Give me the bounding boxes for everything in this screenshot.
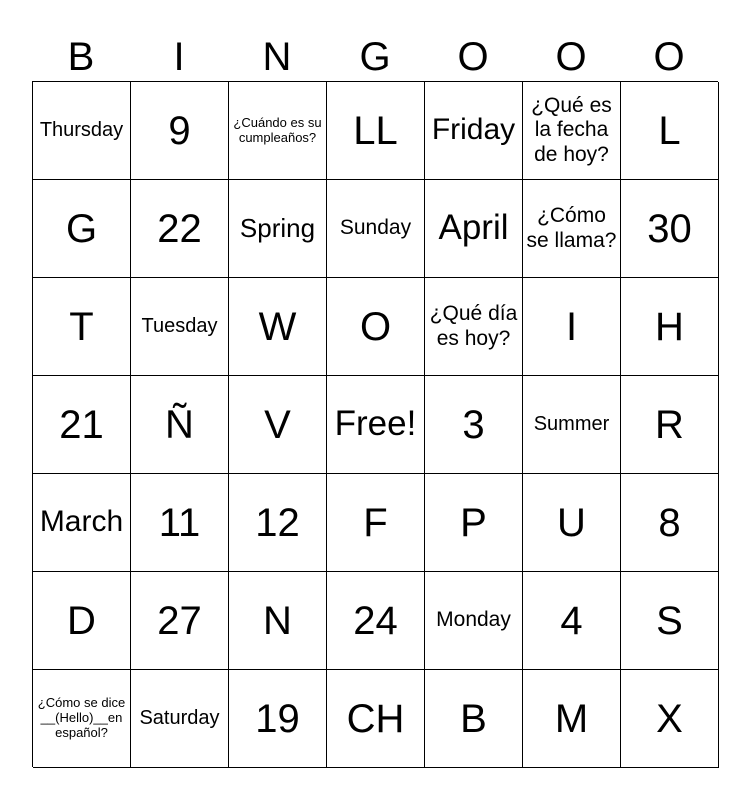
- bingo-cell[interactable]: F: [327, 474, 425, 572]
- bingo-cell[interactable]: L: [621, 82, 719, 180]
- bingo-cell[interactable]: Tuesday: [131, 278, 229, 376]
- bingo-cell[interactable]: 30: [621, 180, 719, 278]
- header-letter: O: [653, 35, 685, 79]
- bingo-cell[interactable]: 21: [33, 376, 131, 474]
- header-letter: I: [173, 35, 185, 79]
- bingo-cell[interactable]: 4: [523, 572, 621, 670]
- bingo-cell[interactable]: G: [33, 180, 131, 278]
- bingo-cell[interactable]: X: [621, 670, 719, 768]
- header-letter: O: [555, 35, 587, 79]
- bingo-cell[interactable]: Spring: [229, 180, 327, 278]
- bingo-cell[interactable]: P: [425, 474, 523, 572]
- bingo-cell[interactable]: S: [621, 572, 719, 670]
- bingo-cell[interactable]: V: [229, 376, 327, 474]
- bingo-cell[interactable]: M: [523, 670, 621, 768]
- bingo-cell[interactable]: U: [523, 474, 621, 572]
- header-letter: B: [67, 35, 95, 79]
- bingo-cell[interactable]: D: [33, 572, 131, 670]
- bingo-cell[interactable]: 11: [131, 474, 229, 572]
- bingo-cell[interactable]: ¿Cómo se dice __(Hello)__en español?: [33, 670, 131, 768]
- bingo-cell[interactable]: 3: [425, 376, 523, 474]
- bingo-cell[interactable]: B: [425, 670, 523, 768]
- header-letter: G: [359, 35, 391, 79]
- bingo-cell[interactable]: March: [33, 474, 131, 572]
- bingo-cell[interactable]: ¿Cómo se llama?: [523, 180, 621, 278]
- bingo-cell[interactable]: 19: [229, 670, 327, 768]
- bingo-cell[interactable]: LL: [327, 82, 425, 180]
- bingo-cell[interactable]: CH: [327, 670, 425, 768]
- header-letter: O: [457, 35, 489, 79]
- bingo-cell[interactable]: Sunday: [327, 180, 425, 278]
- bingo-cell[interactable]: H: [621, 278, 719, 376]
- bingo-cell[interactable]: April: [425, 180, 523, 278]
- bingo-cell[interactable]: 9: [131, 82, 229, 180]
- bingo-cell[interactable]: N: [229, 572, 327, 670]
- bingo-header: [32, 34, 718, 80]
- bingo-cell[interactable]: Ñ: [131, 376, 229, 474]
- bingo-cell[interactable]: W: [229, 278, 327, 376]
- bingo-cell[interactable]: 22: [131, 180, 229, 278]
- bingo-cell[interactable]: 12: [229, 474, 327, 572]
- bingo-cell[interactable]: Thursday: [33, 82, 131, 180]
- bingo-cell[interactable]: 8: [621, 474, 719, 572]
- bingo-cell[interactable]: T: [33, 278, 131, 376]
- bingo-board: [32, 81, 718, 767]
- free-space[interactable]: Free!: [327, 376, 425, 474]
- bingo-cell[interactable]: ¿Qué día es hoy?: [425, 278, 523, 376]
- bingo-cell[interactable]: O: [327, 278, 425, 376]
- bingo-cell[interactable]: Friday: [425, 82, 523, 180]
- bingo-cell[interactable]: 24: [327, 572, 425, 670]
- bingo-cell[interactable]: Saturday: [131, 670, 229, 768]
- bingo-cell[interactable]: ¿Cuándo es su cumpleaños?: [229, 82, 327, 180]
- bingo-cell[interactable]: Monday: [425, 572, 523, 670]
- bingo-cell[interactable]: R: [621, 376, 719, 474]
- bingo-cell[interactable]: Summer: [523, 376, 621, 474]
- header-letter: N: [262, 35, 292, 79]
- bingo-cell[interactable]: I: [523, 278, 621, 376]
- bingo-cell[interactable]: 27: [131, 572, 229, 670]
- bingo-cell[interactable]: ¿Qué es la fecha de hoy?: [523, 82, 621, 180]
